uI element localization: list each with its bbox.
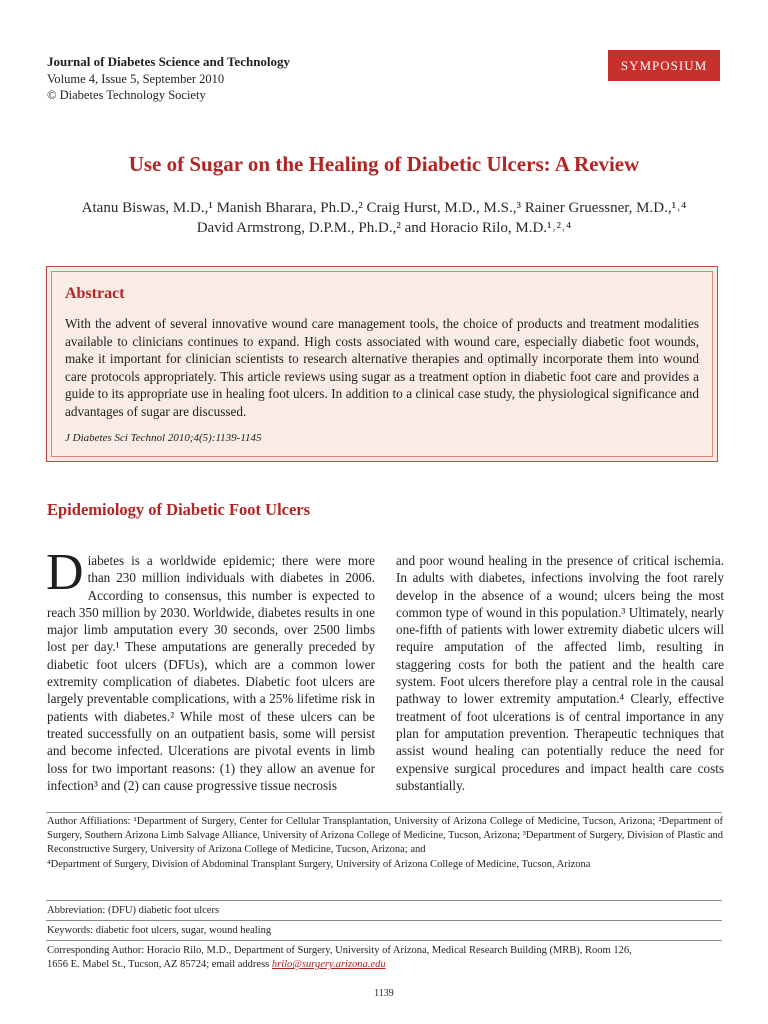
abstract-box [46,266,718,462]
author-line-1: Atanu Biswas, M.D.,¹ Manish Bharara, Ph.D.,² Craig Hurst, M.D., M.S.,³ Rainer Gruessner, M.D.,¹˒⁴ [81,200,687,216]
page-number: 1139 [374,988,394,999]
symposium-badge: SYMPOSIUM [608,50,720,81]
drop-cap: D [46,544,84,601]
abbreviation-note: Abbreviation: (DFU) diabetic foot ulcers [47,905,220,916]
corresponding-author [47,944,723,972]
footnote-divider [46,812,722,813]
email-link[interactable]: hrilo@surgery.arizona.edu [271,959,386,971]
footnote-divider [46,940,722,941]
abstract-citation: J Diabetes Sci Technol 2010;4(5):1139-1145 [65,432,262,444]
body-column-right: and poor wound healing in the presence of critical ischemia. In adults with diabetes, infections involving the foot rarely develop in the absence of a wound; ulcers being the most common type of wound in this population.³ Ultimately, nearly one-fifth of patients with lower extremity diabetic ulcers will require amputation of the affected limb, resulting in staggering costs for both the patient and the health care system. Foot ulcers therefore play a central role in the causal pathway to lower extremity amputation.⁴ Clearly, effective treatment of foot ulcerations is of central importance in any plan for amputation prevention. Therapeutic techniques that assist wound healing can potentially reduce the need for expensive surgical procedures and impact health care costs substantially. [396,553,724,793]
author-list [40,198,728,238]
body-text-left: iabetes is a worldwide epidemic; there were more than 230 million individuals with diabetes in 2006. According to consensus, this number is expected to reach 350 million by 2030. Worldwide, diabetes results in one major limb amputation every 30 seconds, over 2500 limbs lost per day.¹ These amputations are generally preceded by diabetic foot ulcers (DFUs), which are a common lower extremity complication of diabetes. Diabetic foot ulcers are largely preventable complications, with a 25% lifetime risk in patients with diabetes.² While most of these ulcers can be treated successfully on an outpatient basis, some will persist and become infected. Ulcerations are pivotal events in limb loss for two important reasons: (1) they allow an avenue for infection³ and (2) can cause progressive tissue necrosis [47,553,375,793]
affiliations-text: Author Affiliations: ¹Department of Surgery, Center for Cellular Transplantation, University of Arizona College of Medicine, Tucson, Arizona; ²Department of Surgery, Southern Arizona Limb Salvage Alliance, University of Arizona College of Medicine, Tucson, Arizona; ³Department of Surgery, Division of Plastic and Reconstructive Surgery, University of Arizona College of Medicine, Tucson, Arizona; and [47,816,723,856]
journal-name: Journal of Diabetes Science and Technology [47,54,291,69]
corresponding-address [47,958,723,972]
author-line-2: David Armstrong, D.P.M., Ph.D.,² and Horacio Rilo, M.D.¹˒²˒⁴ [196,220,572,236]
article-title: Use of Sugar on the Healing of Diabetic Ulcers: A Review [128,152,640,176]
section-title: Epidemiology of Diabetic Foot Ulcers [47,500,311,519]
author-affiliations [47,815,723,872]
abstract-text: With the advent of several innovative wound care management tools, the choice of products and treatment modalities available to clinicians continues to expand. High costs associated with wound care, especially diabetic foot wounds, make it important for clinician scientists to research alternative therapies and optimally incorporate them into wound care protocols appropriately. This article reviews using sugar as a treatment option in diabetic foot care and provides a guide to its appropriate use in healing foot ulcers. In addition to a clinical case study, the physiological significance and advantages of sugar are discussed. [65,316,699,419]
footnote-divider [46,900,722,901]
corresponding-address-text: 1656 E. Mabel St., Tucson, AZ 85724; email address [47,959,270,971]
affiliations-last-line: ⁴Department of Surgery, Division of Abdominal Transplant Surgery, University of Arizona College of Medicine, Tucson, Arizona [47,858,591,870]
footnote-divider [46,920,722,921]
journal-header [47,54,290,104]
corresponding-text: Corresponding Author: Horacio Rilo, M.D., Department of Surgery, University of Arizona, Medical Research Building (MRB), Room 126, [47,945,632,956]
journal-copyright: © Diabetes Technology Society [47,88,206,102]
journal-volume: Volume 4, Issue 5, September 2010 [47,71,225,86]
keywords-note: Keywords: diabetic foot ulcers, sugar, wound healing [47,925,272,936]
body-column-left [46,544,375,794]
abstract-heading: Abstract [65,285,125,302]
